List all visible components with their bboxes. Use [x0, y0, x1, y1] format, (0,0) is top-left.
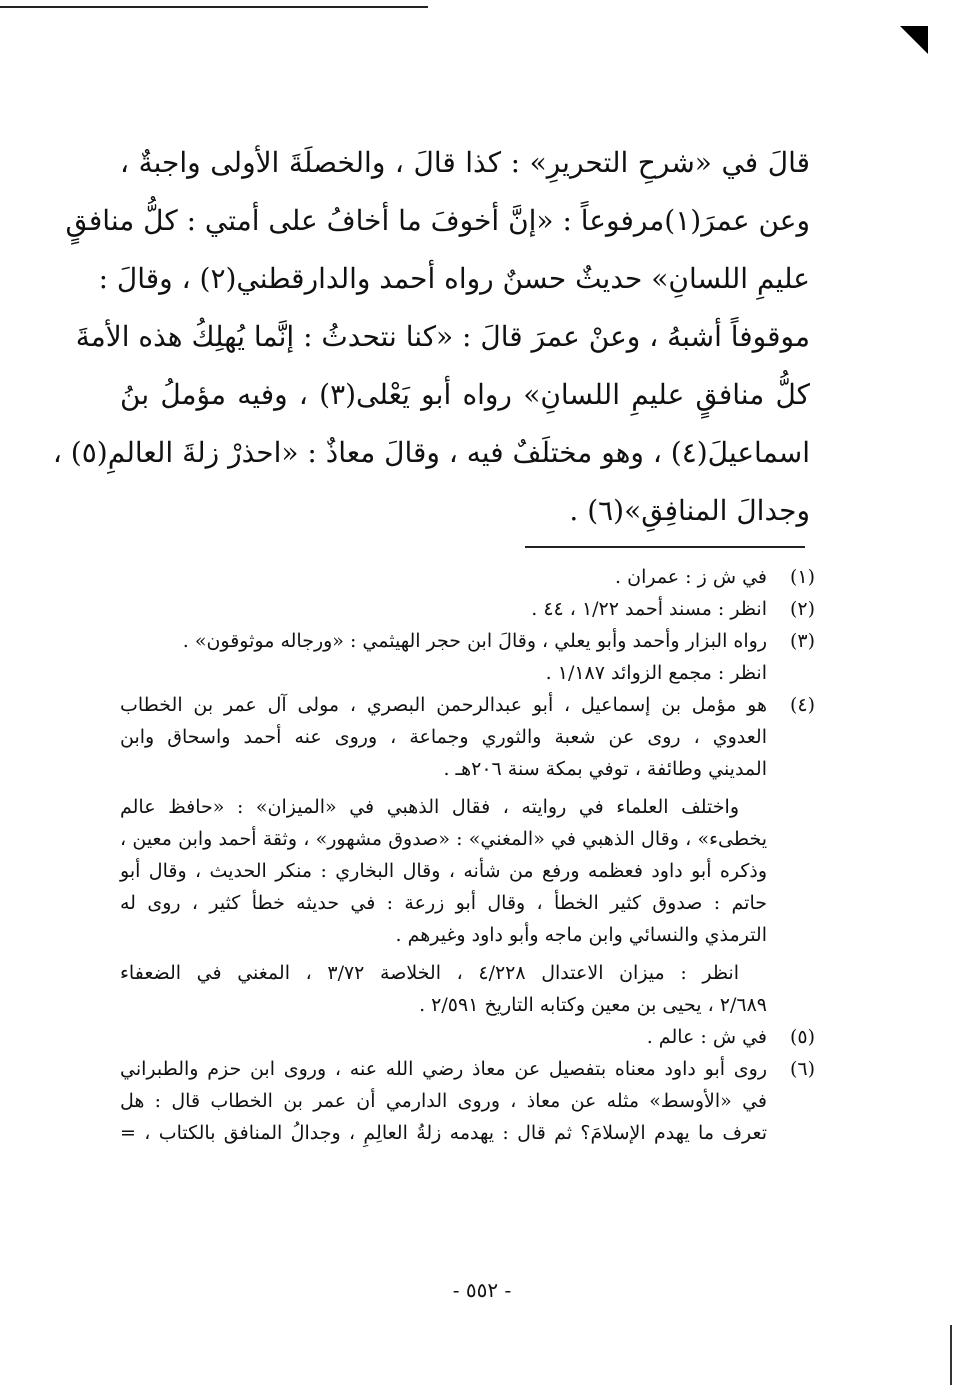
main-text-line: وجدالَ المنافِقِ»(٦) .	[569, 494, 810, 527]
footnote-text: حاتم : صدوق كثير الخطأ ، وقال أبو زرعة : في حديثه خطأ كثير ، روى له	[120, 892, 767, 914]
footnote-number: (٢)	[789, 598, 815, 620]
footnotes-section	[120, 561, 815, 1149]
main-text-line: عليمِ اللسانِ» حديثٌ حسنٌ رواه أحمد والدارقطني(٢) ، وقالَ :	[98, 262, 810, 295]
footnote-text: في «الأوسط» مثله عن معاذ ، وروى الدارمي أن عمر بن الخطاب قال : هل	[120, 1090, 767, 1112]
footnote-text: هو مؤمل بن إسماعيل ، أبو عبدالرحمن البصري ، مولى آل عمر بن الخطاب	[120, 694, 767, 716]
footnote-text: رواه البزار وأحمد وأبو يعلي ، وقالَ ابن حجر الهيثمي : «ورجاله موثوقون» .	[182, 630, 767, 652]
footnote-text: روى أبو داود معناه بتفصيل عن معاذ رضي الله عنه ، وروى ابن حزم والطبراني	[120, 1058, 767, 1080]
footnote-number: (٣)	[789, 630, 815, 652]
footnote-text: انظر : مجمع الزوائد ١/١٨٧ .	[545, 662, 767, 684]
footnote-text: انظر : ميزان الاعتدال ٤/٢٢٨ ، الخلاصة ٣/٧٢ ، المغني في الضعفاء	[120, 962, 739, 984]
footnote-6	[120, 1053, 815, 1149]
footnote-4	[120, 689, 815, 1021]
main-text-line: اسماعيلَ(٤) ، وهو مختلَفٌ فيه ، وقالَ معاذٌ : «احذرْ زلةَ العالمِ(٥) ،	[52, 436, 810, 469]
footnote-3	[120, 625, 815, 689]
page-edge-line	[950, 1325, 952, 1385]
page-number: - ٥٥٢ -	[452, 1278, 512, 1302]
footnote-text: واختلف العلماء في روايته ، فقال الذهبي في «الميزان» : «حافظ عالم	[120, 796, 739, 818]
footnote-text: انظر : مسند أحمد ١/٢٢ ، ٤٤ .	[531, 598, 767, 620]
footnote-number: (١)	[789, 566, 815, 588]
footnote-paragraph	[120, 951, 767, 1021]
footnote-number: (٥)	[789, 1026, 815, 1048]
footnote-text: العدوي ، روى عن شعبة والثوري وجماعة ، وروى عنه أحمد واسحاق وابن	[120, 726, 767, 748]
footnote-text: يخطىء» ، وقال الذهبي في «المغني» : «صدوق مشهور» ، وثقة أحمد وابن معين ،	[120, 828, 767, 850]
top-rule	[0, 6, 428, 8]
footnote-2	[120, 593, 815, 625]
main-text-line: وعن عمرَ(١)مرفوعاً : «إنَّ أخوفَ ما أخافُ على أمتي : كلُّ منافقٍ	[65, 204, 810, 237]
footnote-text: في ش ز : عمران .	[615, 566, 767, 588]
main-text-block	[52, 134, 811, 540]
footnote-text: ٢/٦٨٩ ، يحيى بن معين وكتابه التاريخ ٢/٥٩١ .	[419, 994, 767, 1016]
footnote-number: (٦)	[789, 1058, 815, 1080]
footnote-text: الترمذي والنسائي وابن ماجه وأبو داود وغيرهم .	[395, 924, 767, 946]
footnote-text: في ش : عالم .	[646, 1026, 767, 1048]
footnote-paragraph	[120, 785, 767, 951]
footnote-number: (٤)	[789, 694, 815, 716]
footnote-separator	[525, 546, 805, 548]
corner-triangle-marker	[900, 26, 928, 54]
footnote-text: المديني وطائفة ، توفي بمكة سنة ٢٠٦هـ .	[443, 758, 767, 780]
main-text-line: كلُّ منافقٍ عليمِ اللسانِ» رواه أبو يَعْلى(٣) ، وفيه مؤملُ بنُ	[120, 378, 811, 411]
main-text-line: قالَ في «شرحِ التحريرِ» : كذا قالَ ، والخصلَةَ الأولى واجبةٌ ،	[120, 146, 810, 179]
footnote-text: وذكره أبو داود فعظمه ورفع من شأنه ، وقال البخاري : منكر الحديث ، وقال أبو	[120, 860, 767, 882]
footnote-text: تعرف ما يهدم الإسلامَ؟ ثم قال : يهدمه زلةُ العالِمِ ، وجدالُ المنافق بالكتاب ، =	[120, 1122, 767, 1144]
main-text-line: موقوفاً أشبهُ ، وعنْ عمرَ قالَ : «كنا نتحدثُ : إنَّما يُهلِكُ هذه الأمةَ	[75, 320, 810, 353]
footnote-5	[120, 1021, 815, 1053]
footnote-1	[120, 561, 815, 593]
